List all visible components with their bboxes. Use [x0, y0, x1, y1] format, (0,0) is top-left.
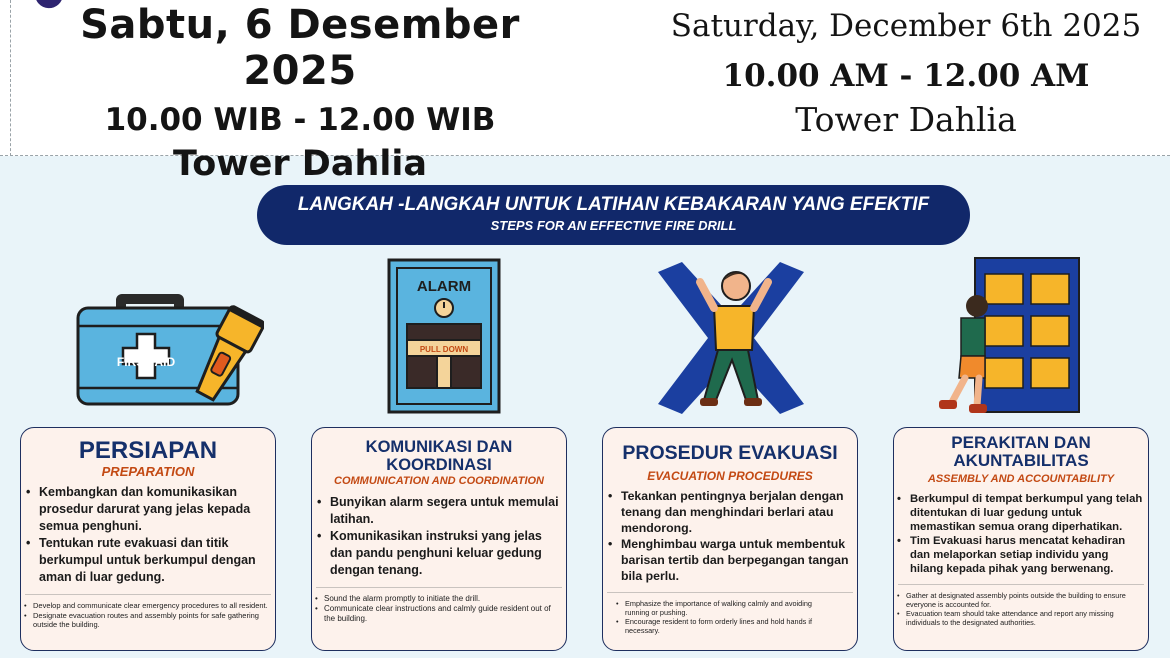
card-divider: [898, 584, 1144, 585]
event-time-id: 10.00 WIB - 12.00 WIB: [104, 102, 496, 138]
card-communication: [311, 427, 567, 651]
fire-alarm-icon: [387, 258, 501, 414]
card-divider: [607, 592, 853, 593]
banner-title: LANGKAH -LANGKAH UNTUK LATIHAN KEBAKARAN YANG EFEKTIF: [297, 194, 930, 215]
list-item: • Tim Evakuasi harus mencatat kehadiran dan melaporkan setiap individu yang hilang kepada pihak yang berwenang.: [894, 534, 1144, 576]
event-place-en: Tower Dahlia: [795, 100, 1017, 139]
card-assembly: [893, 427, 1149, 651]
card-main-list: [605, 488, 853, 584]
card-divider: [316, 587, 562, 588]
card-note-list: [894, 591, 1138, 627]
list-item: • Kembangkan dan komunikasikan prosedur darurat yang jelas kepada semua penghuni.: [23, 484, 271, 535]
event-header: [0, 0, 1170, 184]
list-item: • Evacuation team should take attendance and report any missing individuals to the designated authorities.: [894, 609, 1138, 627]
list-item: • Develop and communicate clear emergency procedures to all resident.: [21, 601, 269, 611]
dashed-guide-line: [10, 0, 11, 156]
card-title: PERAKITAN DAN AKUNTABILITAS: [951, 433, 1091, 470]
list-item: • Menghimbau warga untuk membentuk barisan tertib dan berpegangan tangan bila perlu.: [605, 536, 853, 584]
steps-banner: [257, 185, 970, 245]
header-english: [660, 4, 1152, 142]
card-divider: [25, 594, 271, 595]
list-item: • Emphasize the importance of walking calmly and avoiding running or pushing.: [613, 599, 827, 617]
card-subtitle: EVACUATION PROCEDURES: [647, 469, 813, 483]
card-main-list: [23, 484, 271, 586]
card-note-list: [312, 594, 560, 624]
list-item: • Communicate clear instructions and calmly guide resident out of the building.: [312, 604, 560, 624]
list-item: • Encourage resident to form orderly lines and hold hands if necessary.: [613, 617, 827, 635]
event-date-en: Saturday, December 6th 2025: [670, 8, 1142, 44]
list-item: • Tentukan rute evakuasi dan titik berkumpul untuk berkumpul dengan aman di luar gedung.: [23, 535, 271, 586]
event-place-id: Tower Dahlia: [173, 144, 427, 184]
building-person-icon: [937, 256, 1083, 416]
card-title: KOMUNIKASI DAN KOORDINASI: [365, 438, 513, 474]
event-date-id: Sabtu, 6 Desember 2025: [80, 2, 520, 94]
pull-down-label: PULL DOWN: [419, 345, 469, 354]
card-subtitle: ASSEMBLY AND ACCOUNTABILITY: [927, 473, 1115, 485]
panic-person-x-icon: [658, 262, 804, 414]
list-item: • Designate evacuation routes and assembly points for safe gathering outside the building.: [21, 611, 269, 630]
list-item: • Tekankan pentingnya berjalan dengan tenang dan menghindari berlari atau mendorong.: [605, 488, 853, 536]
card-main-list: [894, 492, 1144, 576]
card-title: PROSEDUR EVAKUASI: [622, 442, 838, 464]
alarm-label: ALARM: [416, 278, 472, 295]
event-time-en: 10.00 AM - 12.00 AM: [722, 58, 1090, 94]
card-main-list: [314, 494, 562, 579]
card-subtitle: COMMUNICATION AND COORDINATION: [334, 475, 544, 487]
card-title: PERSIAPAN: [78, 437, 218, 464]
card-subtitle: PREPARATION: [101, 464, 195, 479]
card-evacuation: [602, 427, 858, 651]
card-preparation: [20, 427, 276, 651]
card-note-list: [613, 599, 827, 635]
card-note-list: [21, 601, 269, 630]
first-aid-label: FIRST AID: [116, 355, 176, 369]
header-indonesian: [30, 2, 570, 186]
list-item: • Bunyikan alarm segera untuk memulai latihan.: [314, 494, 562, 528]
list-item: • Komunikasikan instruksi yang jelas dan pandu penghuni keluar gedung dengan tenang.: [314, 528, 562, 579]
banner-subtitle: STEPS FOR AN EFFECTIVE FIRE DRILL: [490, 218, 737, 233]
list-item: • Sound the alarm promptly to initiate the drill.: [312, 594, 560, 604]
first-aid-kit-icon: [74, 268, 264, 413]
list-item: • Gather at designated assembly points outside the building to ensure everyone is accounted for.: [894, 591, 1138, 609]
list-item: • Berkumpul di tempat berkumpul yang telah ditentukan di luar gedung untuk memastikan semua orang diperhatikan.: [894, 492, 1144, 534]
